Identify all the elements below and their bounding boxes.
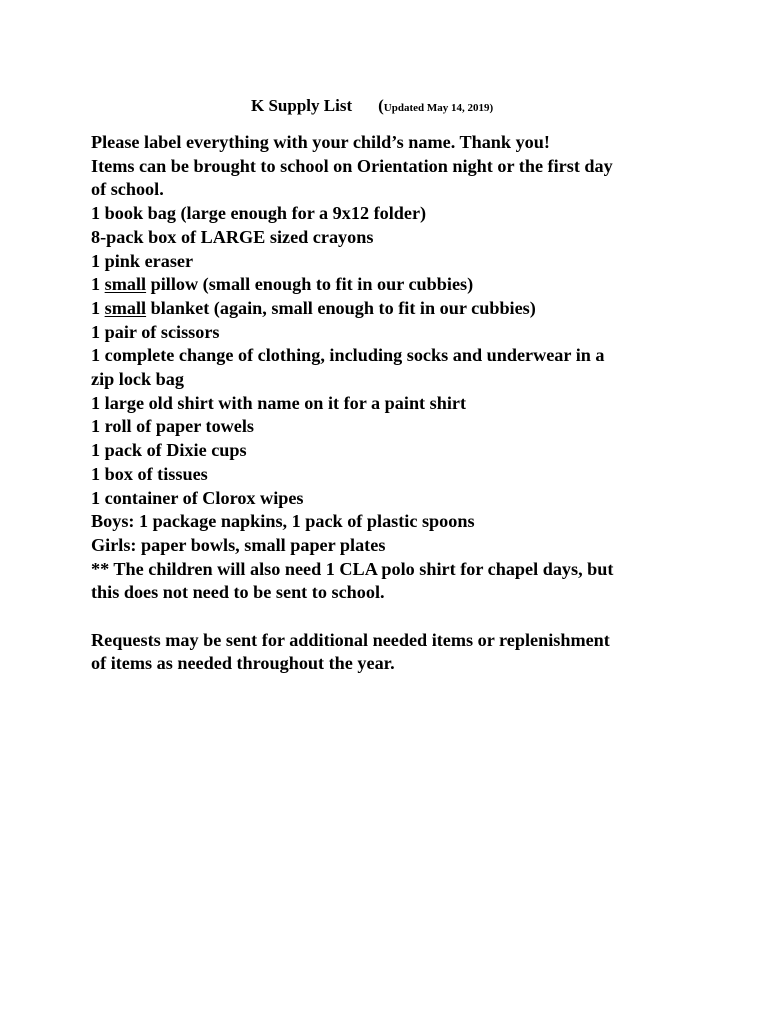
item-pillow-underlined: small: [104, 274, 147, 295]
item-blanket: [91, 297, 691, 321]
updated-date: Updated May 14, 2019): [383, 102, 494, 114]
page-title: [0, 94, 770, 120]
note-line-2: this does not need to be sent to school.: [91, 582, 385, 603]
requests-line-1: Requests may be sent for additional needed items or replenishment: [91, 629, 610, 650]
item-dixie-cups: 1 pack of Dixie cups: [91, 440, 247, 461]
item-book-bag: 1 book bag (large enough for a 9x12 folder): [91, 203, 427, 224]
item-crayons: 8-pack box of LARGE sized crayons: [91, 226, 374, 247]
intro-line-1: Please label everything with your child’s name. Thank you!: [91, 132, 550, 152]
item-clorox: 1 container of Clorox wipes: [91, 487, 304, 508]
item-pillow-rest: pillow (small enough to fit in our cubbies): [146, 274, 474, 295]
item-girls: Girls: paper bowls, small paper plates: [91, 534, 386, 555]
supply-list-body: [91, 131, 691, 676]
intro-line-2: Items can be brought to school on Orientation night or the first day: [91, 155, 613, 176]
intro-line-3: of school.: [91, 179, 164, 200]
item-pillow-prefix: 1: [91, 274, 105, 295]
title-text: K Supply List: [251, 96, 353, 115]
note-line-1: ** The children will also need 1 CLA polo shirt for chapel days, but: [91, 558, 614, 579]
item-clothing-line-1: 1 complete change of clothing, including socks and underwear in a: [91, 345, 605, 366]
item-blanket-underlined: small: [104, 297, 147, 318]
paragraph-spacer: [91, 605, 691, 629]
item-shirt: 1 large old shirt with name on it for a paint shirt: [91, 392, 467, 413]
title-open-paren: (: [378, 96, 384, 115]
item-blanket-prefix: 1: [91, 297, 105, 318]
item-clothing-line-2: zip lock bag: [91, 369, 184, 390]
item-eraser: 1 pink eraser: [91, 250, 194, 271]
item-pillow: [91, 273, 691, 297]
item-boys: Boys: 1 package napkins, 1 pack of plastic spoons: [91, 511, 475, 532]
item-blanket-rest: blanket (again, small enough to fit in our cubbies): [146, 297, 536, 318]
item-tissues: 1 box of tissues: [91, 463, 208, 484]
requests-line-2: of items as needed throughout the year.: [91, 653, 395, 674]
item-paper-towels: 1 roll of paper towels: [91, 416, 255, 437]
item-scissors: 1 pair of scissors: [91, 321, 220, 342]
